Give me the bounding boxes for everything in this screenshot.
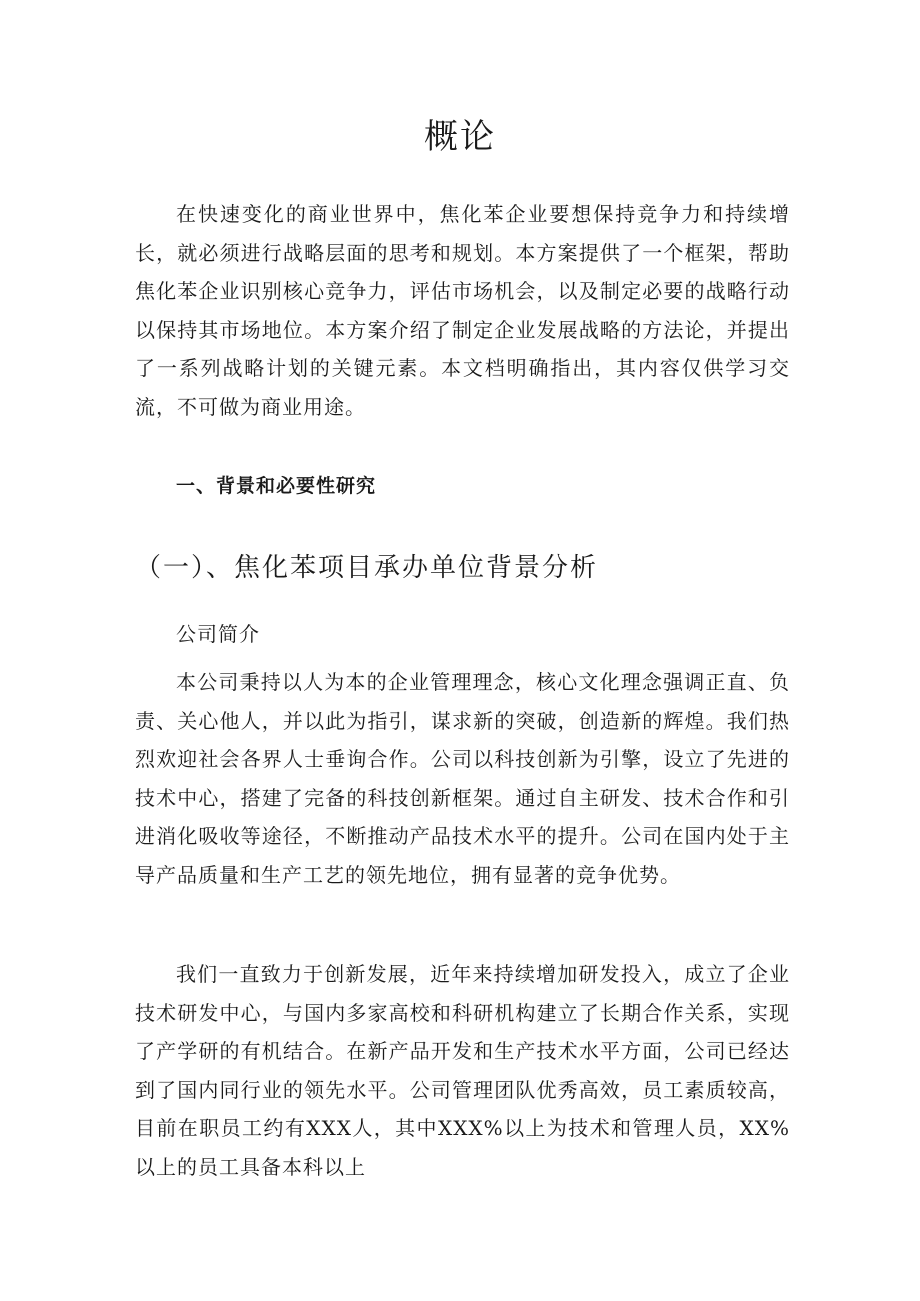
document-title: 概论 [424,117,496,157]
section-heading: 一、背景和必要性研究 [176,475,377,497]
company-intro-heading: 公司简介 [176,622,260,646]
company-paragraph-1: 本公司秉持以人为本的企业管理理念，核心文化理念强调正直、负责、关心他人，并以此为指引，谋求新的突破，创造新的辉煌。我们热烈欢迎社会各界人士垂询合作。公司以科技创新为引擎，设立了先进的技术中心，搭建了完备的科技创新框架。通过自主研发、技术合作和引进消化吸收等途径，不断推动产品技术水平的提升。公司在国内处于主导产品质量和生产工艺的领先地位，拥有显著的竞争优势。 [135,670,790,887]
company-paragraph-2: 我们一直致力于创新发展，近年来持续增加研发投入，成立了企业技术研发中心，与国内多家高校和科研机构建立了长期合作关系，实现了产学研的有机结合。在新产品开发和生产技术水平方面，公司已经达到了国内同行业的领先水平。公司管理团队优秀高效，员工素质较高，目前在职员工约有XXX人，其中XXX%以上为技术和管理人员，XX%以上的员工具备本科以上 [135,962,790,1179]
subsection-heading: （一）、焦化苯项目承办单位背景分析 [135,553,599,583]
intro-paragraph: 在快速变化的商业世界中，焦化苯企业要想保持竞争力和持续增长，就必须进行战略层面的思考和规划。本方案提供了一个框架，帮助焦化苯企业识别核心竞争力，评估市场机会，以及制定必要的战略行动以保持其市场地位。本方案介绍了制定企业发展战略的方法论，并提出了一系列战略计划的关键元素。本文档明确指出，其内容仅供学习交流，不可做为商业用途。 [135,202,790,419]
